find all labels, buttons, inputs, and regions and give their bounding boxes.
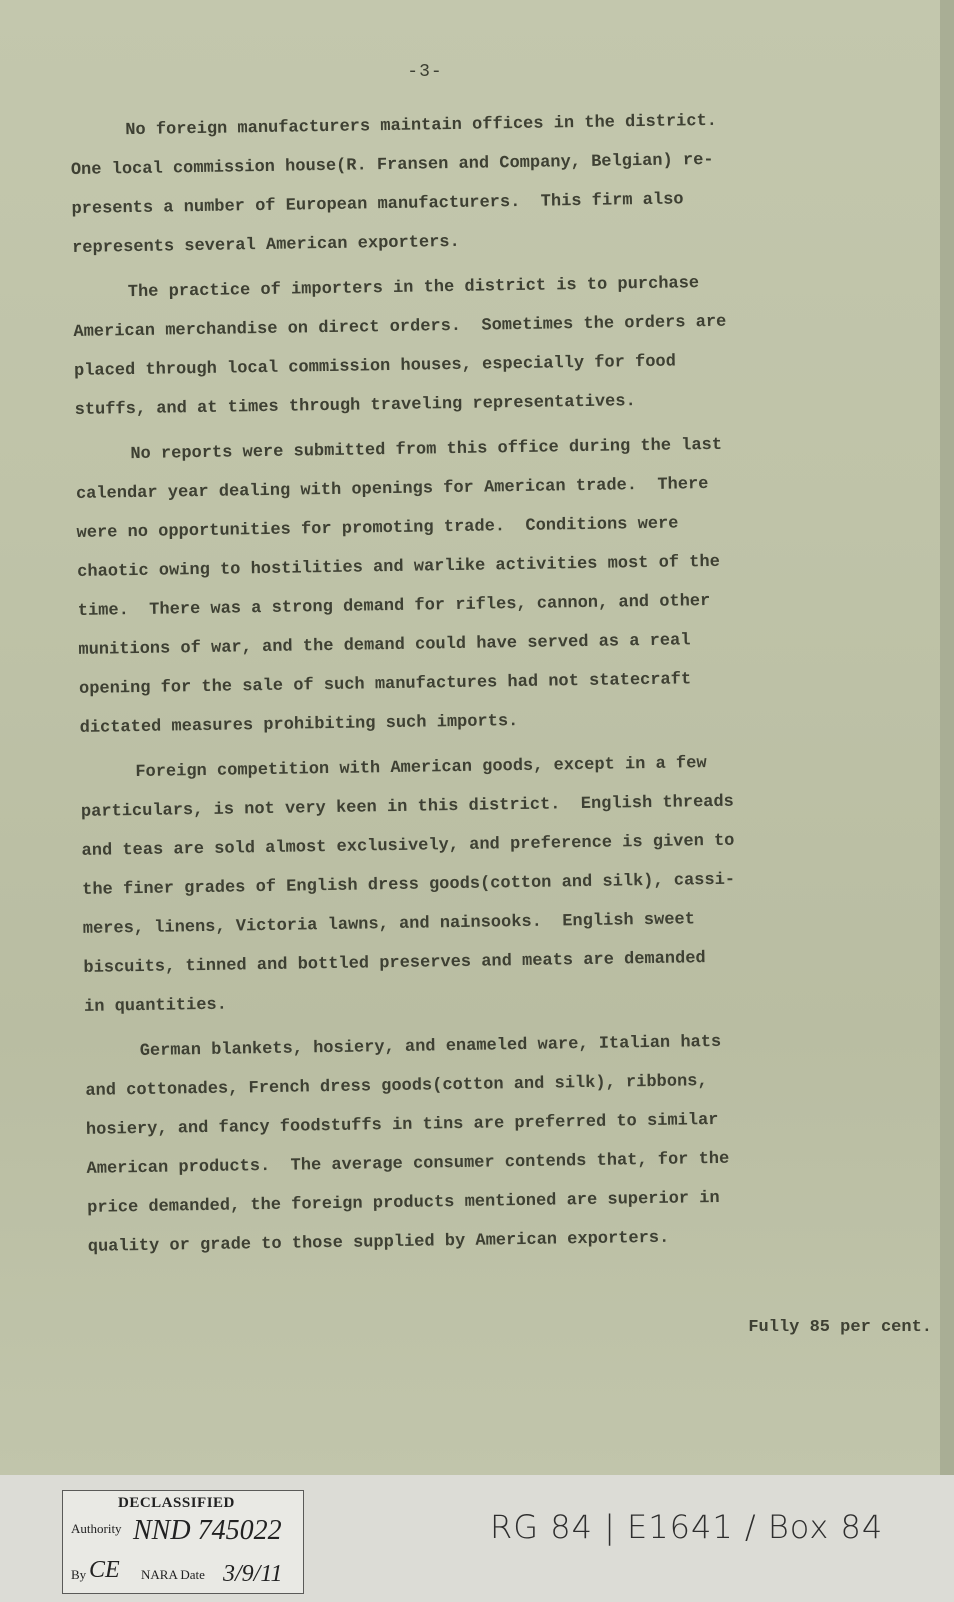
archive-reference: RG 84 | E1641 / Box 84 xyxy=(490,1508,884,1546)
text-line: American products. The average consumer contends that, for the xyxy=(86,1149,730,1179)
text-line: German blankets, hosiery, and enameled ware, Italian hats xyxy=(139,1032,722,1062)
stamp-date-value: 3/9/11 xyxy=(223,1561,283,1587)
paragraph xyxy=(84,1020,888,1267)
text-line: quality or grade to those supplied by American exporters. xyxy=(87,1228,670,1257)
closing-line: Fully 85 per cent. xyxy=(748,1318,932,1337)
text-line: No foreign manufacturers maintain offices in the district. xyxy=(125,111,718,141)
text-line: represents several American exporters. xyxy=(71,232,460,258)
text-line: American merchandise on direct orders. Sometimes the orders are xyxy=(73,312,727,342)
text-line: and cottonades, French dress goods(cotton and silk), ribbons, xyxy=(85,1072,708,1101)
text-line: opening for the sale of such manufactures had not statecraft xyxy=(78,670,692,699)
text-line: One local commission house(R. Fransen and Company, Belgian) re- xyxy=(70,150,714,180)
document-body xyxy=(70,99,888,1266)
text-line: the finer grades of English dress goods(cotton and silk), cassi- xyxy=(82,870,736,900)
paragraph xyxy=(70,99,872,268)
stamp-title: DECLASSIFIED xyxy=(118,1495,235,1511)
declassification-stamp xyxy=(62,1490,304,1594)
text-line: dictated measures prohibiting such imports. xyxy=(79,712,519,738)
archive-footer xyxy=(0,1475,954,1602)
stamp-authority-label: Authority xyxy=(71,1521,122,1536)
stamp-by-label: By xyxy=(71,1567,87,1582)
text-line: presents a number of European manufacturers. This firm also xyxy=(71,190,684,219)
text-line: stuffs, and at times through traveling representatives. xyxy=(74,392,636,420)
text-line: munitions of war, and the demand could have served as a real xyxy=(78,631,691,660)
text-line: hosiery, and fancy foodstuffs in tins are preferred to similar xyxy=(85,1110,719,1140)
text-line: Foreign competition with American goods, except in a few xyxy=(135,754,707,783)
text-line: price demanded, the foreign products mentioned are superior in xyxy=(87,1188,720,1218)
text-line: biscuits, tinned and bottled preserves and meats are demanded xyxy=(83,949,706,978)
text-line: calendar year dealing with openings for American trade. There xyxy=(75,475,709,504)
stamp-nara-label: NARA Date xyxy=(141,1567,205,1582)
text-line: and teas are sold almost exclusively, and preference is given to xyxy=(81,831,735,861)
page-number: -3- xyxy=(407,62,443,82)
paragraph xyxy=(73,261,875,430)
stamp-by-value: CE xyxy=(89,1557,120,1583)
paragraph xyxy=(75,423,880,748)
text-line: chaotic owing to hostilities and warlike activities most of the xyxy=(77,552,721,582)
text-line: in quantities. xyxy=(83,995,228,1017)
text-line: placed through local commission houses, especially for food xyxy=(73,352,677,381)
text-line: particulars, is not very keen in this district. English threads xyxy=(80,792,734,822)
paragraph xyxy=(80,741,884,1027)
text-line: time. There was a strong demand for rifles, cannon, and other xyxy=(77,592,711,621)
text-line: The practice of importers in the district is to purchase xyxy=(127,274,700,303)
stamp-authority-value: NND 745022 xyxy=(133,1515,282,1546)
text-line: meres, linens, Victoria lawns, and nainsooks. English sweet xyxy=(82,910,696,939)
text-line: No reports were submitted from this office during the last xyxy=(130,435,723,465)
text-line: were no opportunities for promoting trade. Conditions were xyxy=(76,514,679,543)
